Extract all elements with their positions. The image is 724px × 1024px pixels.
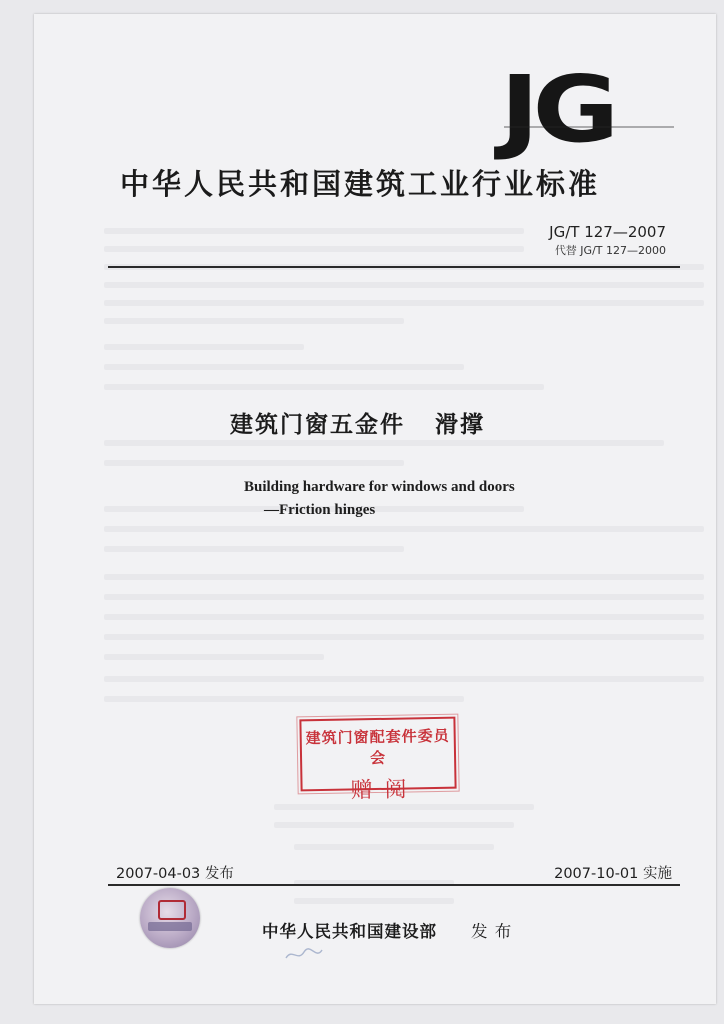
ghost-line: [104, 364, 464, 370]
ghost-line: [104, 676, 704, 682]
jg-logo: JG: [500, 56, 613, 163]
ghost-line: [294, 844, 494, 850]
publisher: [262, 918, 512, 942]
ghost-line: [104, 228, 524, 234]
issue-date: 2007-04-03 发布: [116, 866, 234, 882]
standard-cover-page: [34, 14, 716, 1004]
ghost-line: [274, 822, 514, 828]
pen-mark-icon: [284, 944, 324, 964]
document-title-en-line2: —Friction hinges: [264, 502, 376, 519]
stamp-committee-text: 建筑门窗配套件委员会: [305, 726, 450, 768]
ghost-line: [104, 318, 404, 324]
document-title-en-line1: Building hardware for windows and doors: [244, 479, 515, 495]
ghost-line: [104, 460, 404, 466]
logo-underline: [504, 126, 674, 128]
ghost-line: [104, 344, 304, 350]
ghost-line: [104, 526, 704, 532]
ghost-line: [104, 634, 704, 640]
ghost-line: [104, 594, 704, 600]
replaced-standard-code: 代替 JG/T 127—2000: [554, 244, 666, 257]
implementation-date: 2007-10-01 实施: [554, 866, 672, 882]
publish-word: 发 布: [471, 922, 513, 941]
ghost-line: [104, 246, 524, 252]
ghost-line: [104, 300, 704, 306]
document-title-sub: 滑撑: [435, 412, 485, 438]
ghost-line: [104, 282, 704, 288]
complimentary-stamp: [299, 717, 456, 804]
ghost-line: [104, 654, 324, 660]
ghost-line: [104, 440, 664, 446]
stamp-complimentary-text: 赠阅: [350, 777, 419, 804]
document-title-main: 建筑门窗五金件: [230, 412, 405, 438]
publisher-name: 中华人民共和国建设部: [262, 922, 437, 941]
standard-code: JG/T 127—2007: [549, 223, 666, 241]
ghost-line: [104, 614, 704, 620]
ghost-line: [104, 574, 704, 580]
footer-divider: [108, 884, 680, 886]
ghost-line: [104, 546, 404, 552]
standard-category-title: 中华人民共和国建筑工业行业标准: [120, 167, 601, 201]
ghost-line: [104, 384, 544, 390]
header-divider: [108, 266, 680, 268]
document-title-cn: [230, 406, 485, 439]
seal-band: [148, 922, 192, 931]
ghost-line: [294, 898, 454, 904]
hologram-seal-icon: [140, 888, 200, 948]
ghost-line: [104, 696, 464, 702]
seal-emblem-icon: [158, 900, 186, 920]
document-title-en: [244, 476, 515, 523]
